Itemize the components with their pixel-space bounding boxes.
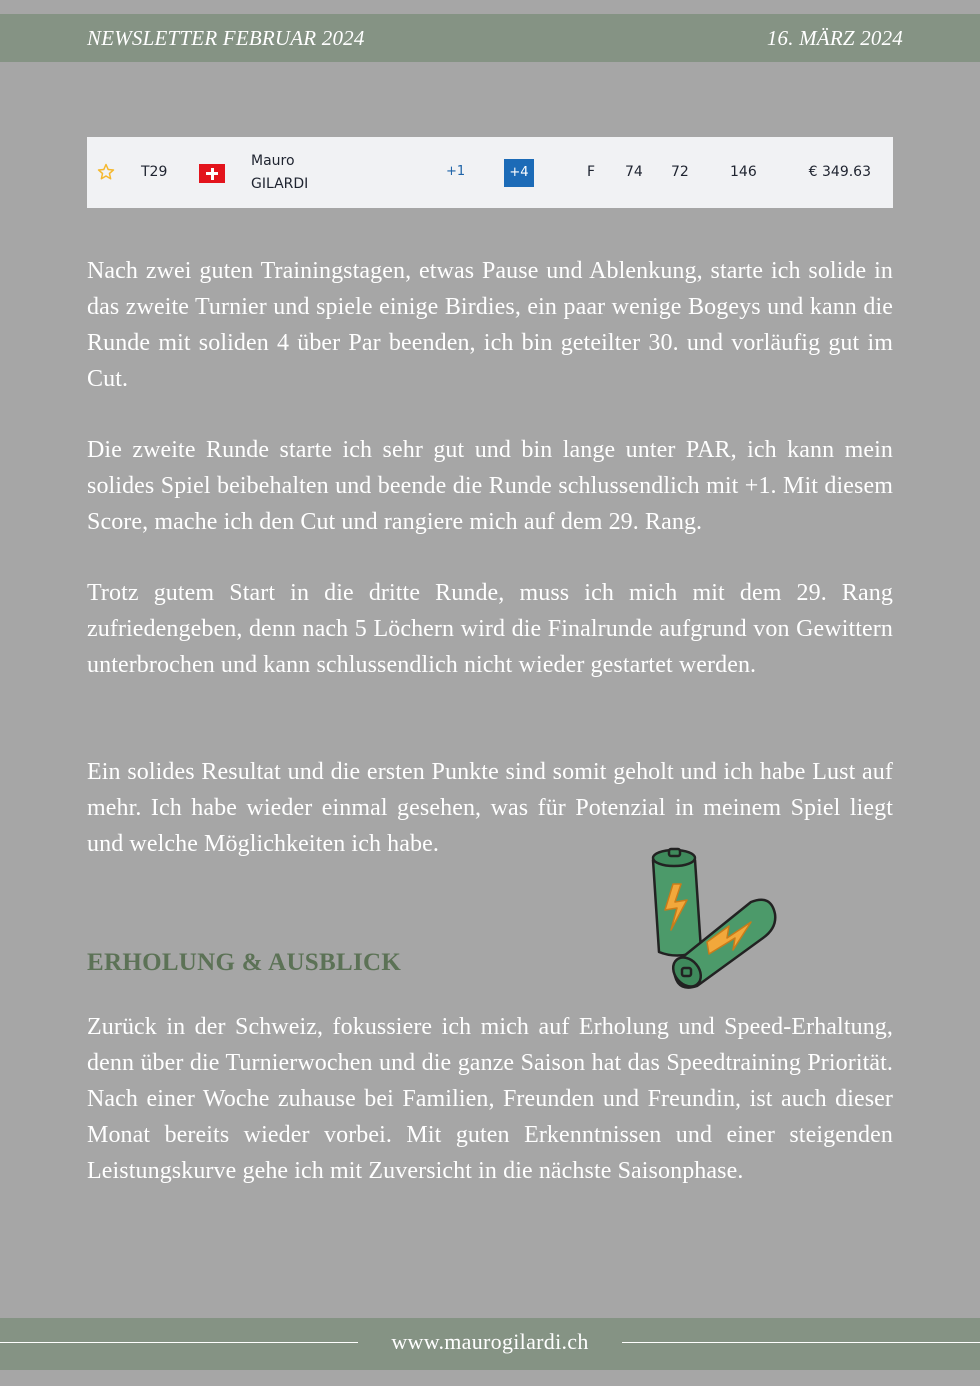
total-strokes: 146 (730, 164, 757, 180)
section-title: ERHOLUNG & AUSBLICK (87, 949, 402, 976)
newsletter-date: 16. MÄRZ 2024 (766, 26, 903, 50)
leaderboard-row (87, 137, 893, 208)
star-outline-icon[interactable] (97, 163, 115, 181)
batteries-icon (643, 842, 783, 992)
thru: F (587, 164, 596, 180)
swiss-flag-icon (199, 164, 225, 183)
paragraph-round-3: Trotz gutem Start in die dritte Runde, muss ich mich mit dem 29. Rang zufriedengeben, denn nach 5 Löchern wird die Finalrunde aufgrund von Gewittern unterbrochen und kann schlussendlich nicht wieder gestartet werden. (87, 580, 893, 678)
round-1-score: 74 (625, 164, 643, 180)
paragraph-round-2: Die zweite Runde starte ich sehr gut und bin lange unter PAR, ich kann mein solides Spiel beibehalten und beende die Runde schlussendlich mit +1. Mit diesem Score, mache ich den Cut und rangiere mich auf dem 29. Rang. (87, 437, 893, 535)
prize-money: € 349.63 (808, 164, 871, 180)
player-first-name[interactable]: Mauro (251, 153, 295, 169)
newsletter-title: NEWSLETTER FEBRUAR 2024 (87, 26, 365, 50)
round-2-score: 72 (671, 164, 689, 180)
paragraph-round-1: Nach zwei guten Trainingstagen, etwas Pause und Ablenkung, starte ich solide in das zweite Turnier und spiele einige Birdies, ein paar wenige Bogeys und kann die Runde mit soliden 4 über Par beenden, ich bin geteilter 30. und vorläufig gut im Cut. (87, 258, 893, 392)
paragraph-outlook: Zurück in der Schweiz, fokussiere ich mich auf Erholung und Speed-Erhaltung, denn über die Turnierwochen und die ganze Saison hat das Speedtraining Priorität. Nach einer Woche zuhause bei Familien, Freunden und Freundin, ist auch dieser Monat bereits wieder vorbei. Mit guten Erkenntnissen und einer steigenden Leistungskurve gehe ich mit Zuversicht in die nächste Saisonphase. (87, 1014, 893, 1184)
player-last-name[interactable]: GILARDI (251, 176, 309, 192)
paragraph-summary: Ein solides Resultat und die ersten Punkte sind somit geholt und ich habe Lust auf mehr. Ich habe wieder einmal gesehen, was für Potenzial in meinem Spiel liegt und welche Möglichkeiten ich habe. (87, 759, 893, 857)
total-score-badge: +4 (504, 159, 534, 187)
website-link[interactable]: www.maurogilardi.ch (391, 1329, 589, 1354)
position: T29 (141, 164, 168, 180)
today-score: +1 (446, 164, 466, 179)
